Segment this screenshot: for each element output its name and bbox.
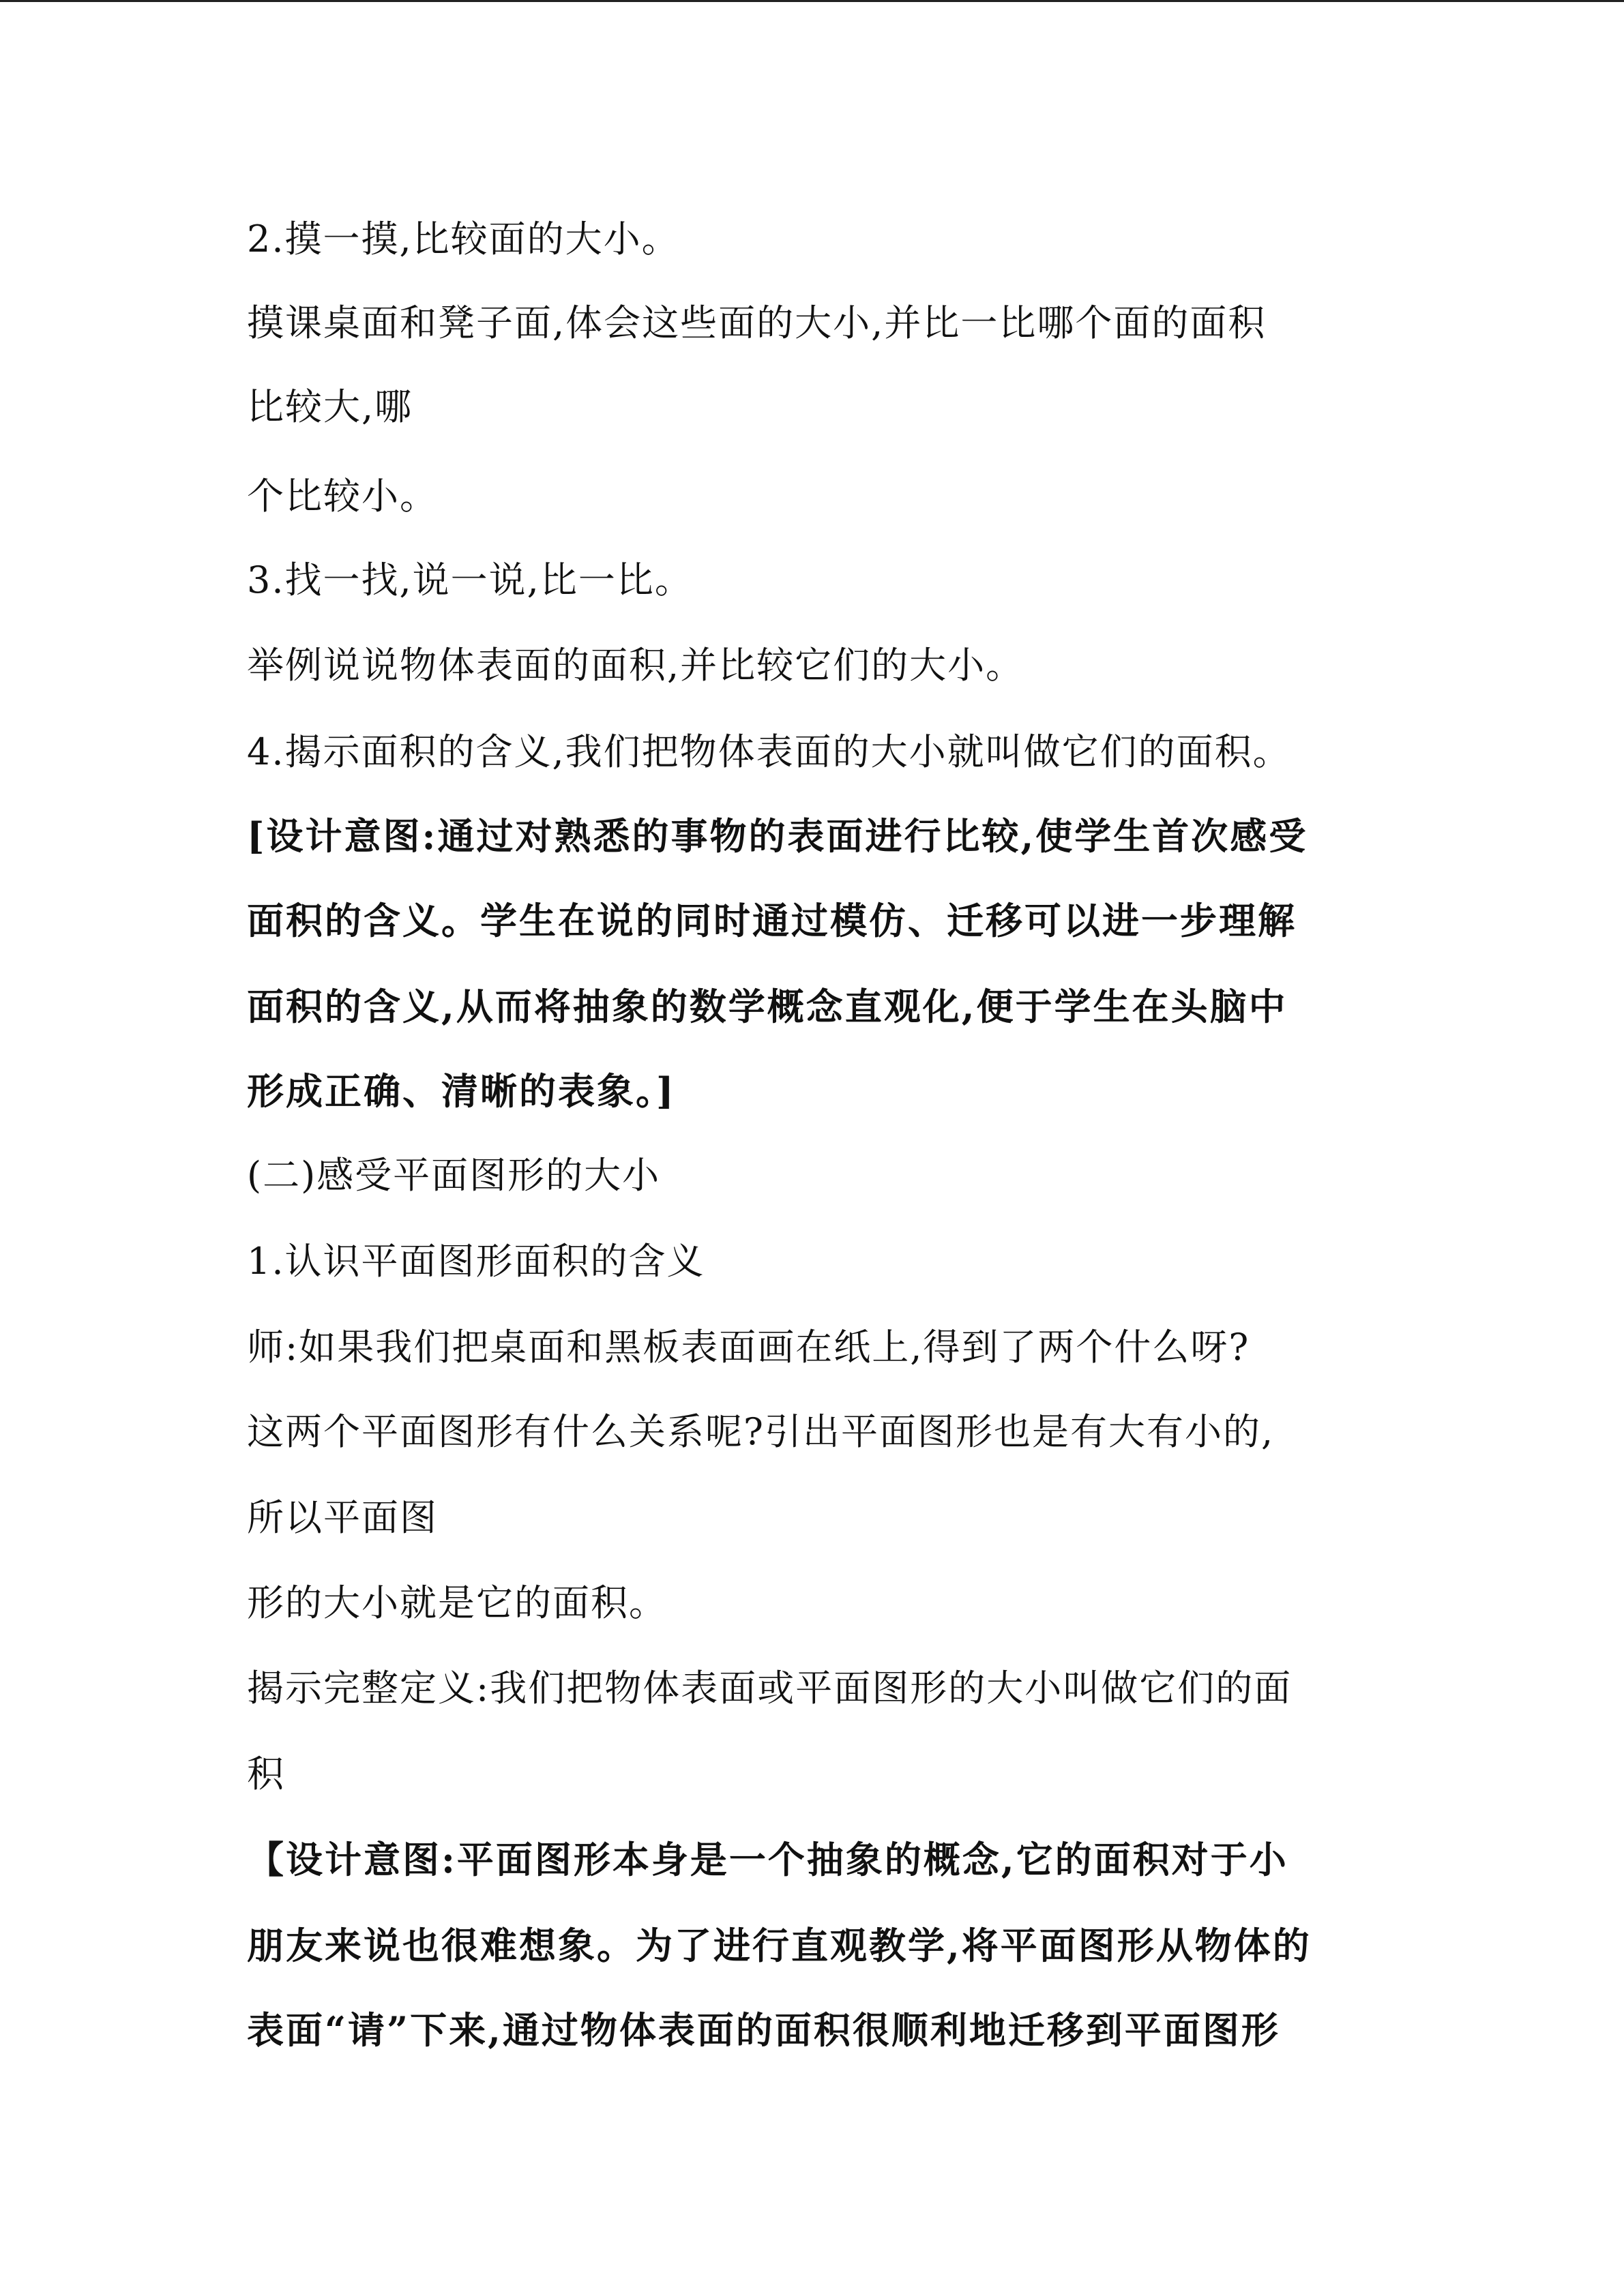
design-intent-line: 朋友来说也很难想象。为了进行直观教学,将平面图形从物体的 <box>247 1924 1312 1967</box>
text-line: 2.摸一摸,比较面的大小。 <box>247 218 680 260</box>
section-heading: (二)感受平面图形的大小 <box>247 1154 661 1197</box>
text-line: 形的大小就是它的面积。 <box>247 1581 667 1624</box>
subsection-heading: 1.认识平面图形面积的含义 <box>247 1240 705 1283</box>
text-line: 所以平面图 <box>247 1496 438 1539</box>
text-line: 揭示完整定义:我们把物体表面或平面图形的大小叫做它们的面 <box>247 1667 1293 1710</box>
design-intent-line: 面积的含义,从而将抽象的数学概念直观化,便于学生在头脑中 <box>247 985 1288 1028</box>
design-intent-line: 【设计意图:平面图形本身是一个抽象的概念,它的面积对于小 <box>247 1838 1288 1881</box>
text-line: 这两个平面图形有什么关系呢?引出平面图形也是有大有小的, <box>247 1410 1275 1453</box>
text-line: 个比较小。 <box>247 475 438 518</box>
text-line: 师:如果我们把桌面和黑板表面画在纸上,得到了两个什么呀? <box>247 1326 1250 1369</box>
design-intent-line: 面积的含义。学生在说的同时通过模仿、迁移可以进一步理解 <box>247 899 1297 942</box>
text-line: 积 <box>247 1753 285 1795</box>
text-line: 4.揭示面积的含义,我们把物体表面的大小就叫做它们的面积。 <box>247 730 1291 773</box>
text-line: 摸课桌面和凳子面,体会这些面的大小,并比一比哪个面的面积 <box>247 301 1267 344</box>
text-line: 比较大,哪 <box>247 385 413 428</box>
design-intent-line: 形成正确、清晰的表象。] <box>247 1069 676 1113</box>
text-line: 举例说说物体表面的面积,并比较它们的大小。 <box>247 644 1024 687</box>
text-line: 3.找一找,说一说,比一比。 <box>247 558 693 601</box>
design-intent-line: 表面“请”下来,通过物体表面的面积很顺利地迁移到平面图形 <box>247 2008 1280 2052</box>
design-intent-line: [设计意图:通过对熟悉的事物的表面进行比较,使学生首次感受 <box>247 814 1308 858</box>
